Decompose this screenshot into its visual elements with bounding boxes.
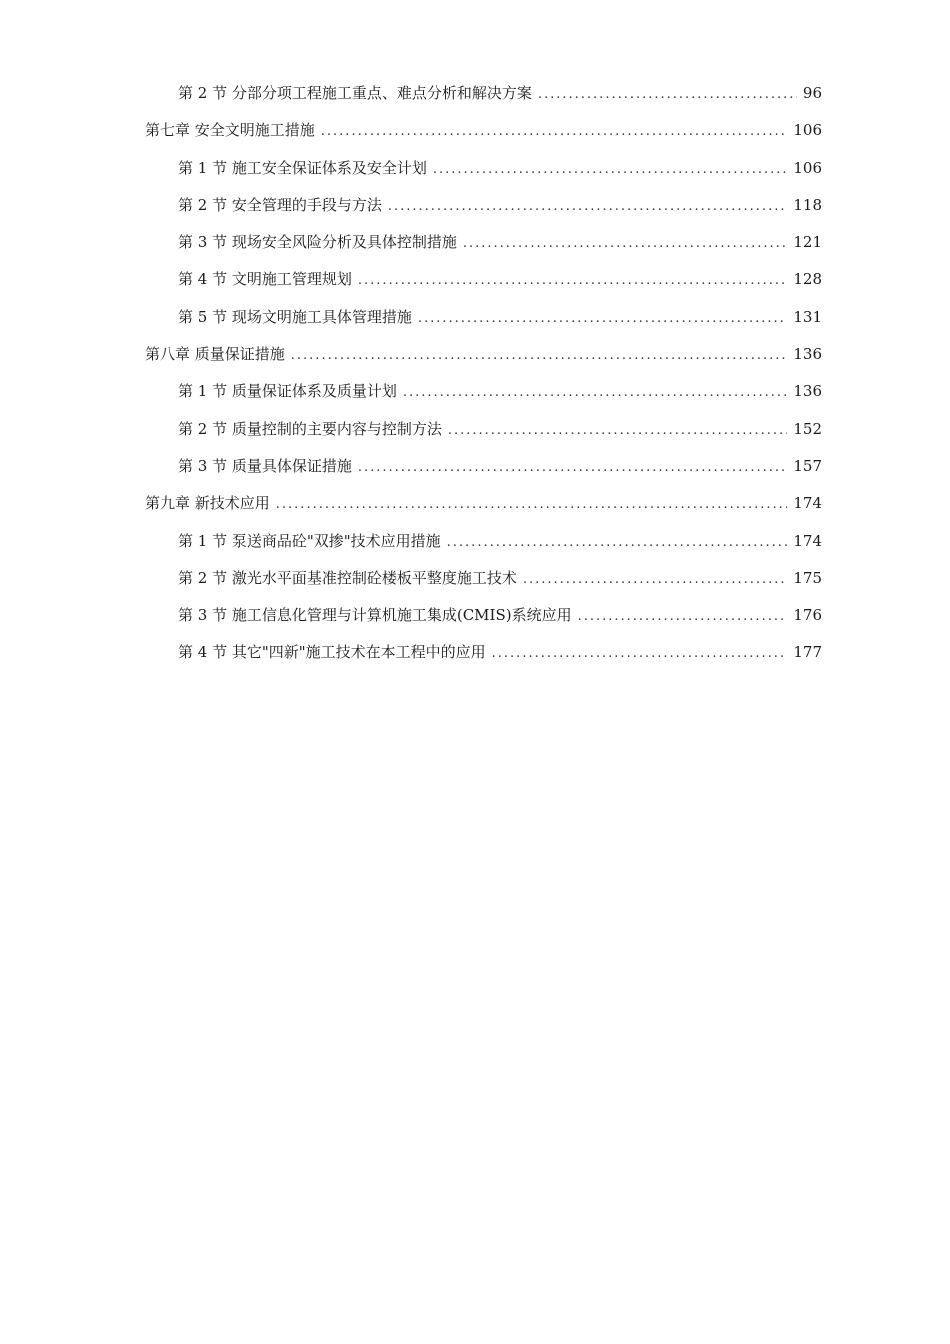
dot-leader	[321, 113, 788, 150]
dot-leader	[447, 524, 788, 561]
dot-leader	[433, 151, 788, 188]
toc-page-number: 118	[793, 195, 822, 214]
dot-leader	[578, 598, 788, 635]
toc-page-number: 136	[793, 345, 822, 364]
toc-entry-title: 第 4 节 文明施工管理规划	[178, 270, 352, 289]
toc-entry[interactable]	[145, 75, 822, 112]
toc-entry-title: 第 2 节 激光水平面基准控制砼楼板平整度施工技术	[178, 568, 517, 587]
toc-entry-title: 第八章 质量保证措施	[145, 345, 285, 364]
toc-entry-title: 第 1 节 施工安全保证体系及安全计划	[178, 158, 427, 177]
toc-page-number: 177	[793, 643, 822, 662]
toc-page-number: 176	[793, 606, 822, 625]
toc-entry-title: 第 3 节 现场安全风险分析及具体控制措施	[178, 233, 457, 252]
table-of-contents	[145, 75, 822, 672]
dot-leader	[523, 561, 788, 598]
dot-leader	[448, 412, 788, 449]
toc-entry[interactable]	[145, 261, 822, 298]
dot-leader	[538, 76, 797, 113]
toc-entry[interactable]	[145, 112, 822, 149]
dot-leader	[388, 188, 788, 225]
toc-entry-title: 第 1 节 质量保证体系及质量计划	[178, 382, 397, 401]
toc-page-number: 131	[793, 307, 822, 326]
dot-leader	[358, 262, 788, 299]
toc-entry[interactable]	[145, 299, 822, 336]
toc-page-number: 157	[793, 456, 822, 475]
toc-entry-title: 第九章 新技术应用	[145, 494, 270, 513]
toc-page-number: 128	[793, 270, 822, 289]
dot-leader	[492, 635, 788, 672]
toc-page-number: 174	[793, 531, 822, 550]
toc-page-number: 175	[793, 568, 822, 587]
toc-page-number: 96	[802, 84, 822, 102]
toc-entry[interactable]	[145, 448, 822, 485]
toc-entry-title: 第 2 节 分部分项工程施工重点、难点分析和解决方案	[178, 84, 532, 102]
toc-page-number: 152	[793, 419, 822, 438]
dot-leader	[358, 449, 788, 486]
toc-entry[interactable]	[145, 560, 822, 597]
dot-leader	[463, 225, 788, 262]
dot-leader	[291, 337, 788, 374]
dot-leader	[403, 374, 788, 411]
toc-entry-title: 第 5 节 现场文明施工具体管理措施	[178, 307, 412, 326]
toc-entry[interactable]	[145, 336, 822, 373]
toc-entry[interactable]	[145, 224, 822, 261]
toc-entry-title: 第 3 节 施工信息化管理与计算机施工集成(CMIS)系统应用	[178, 606, 572, 625]
toc-page-number: 106	[793, 158, 822, 177]
toc-entry-title: 第 4 节 其它"四新"施工技术在本工程中的应用	[178, 643, 486, 662]
toc-entry[interactable]	[145, 485, 822, 522]
toc-entry[interactable]	[145, 411, 822, 448]
toc-entry[interactable]	[145, 373, 822, 410]
toc-entry[interactable]	[145, 187, 822, 224]
toc-entry[interactable]	[145, 634, 822, 671]
toc-entry[interactable]	[145, 597, 822, 634]
toc-entry-title: 第 2 节 质量控制的主要内容与控制方法	[178, 419, 442, 438]
toc-entry-title: 第 2 节 安全管理的手段与方法	[178, 195, 382, 214]
dot-leader	[418, 300, 788, 337]
toc-page-number: 106	[793, 121, 822, 140]
toc-page-number: 121	[793, 233, 822, 252]
toc-page-number: 174	[793, 494, 822, 513]
toc-entry-title: 第七章 安全文明施工措施	[145, 121, 315, 140]
toc-page-number: 136	[793, 382, 822, 401]
dot-leader	[276, 486, 788, 523]
toc-entry[interactable]	[145, 523, 822, 560]
toc-entry[interactable]	[145, 150, 822, 187]
toc-entry-title: 第 1 节 泵送商品砼"双掺"技术应用措施	[178, 531, 441, 550]
toc-entry-title: 第 3 节 质量具体保证措施	[178, 456, 352, 475]
